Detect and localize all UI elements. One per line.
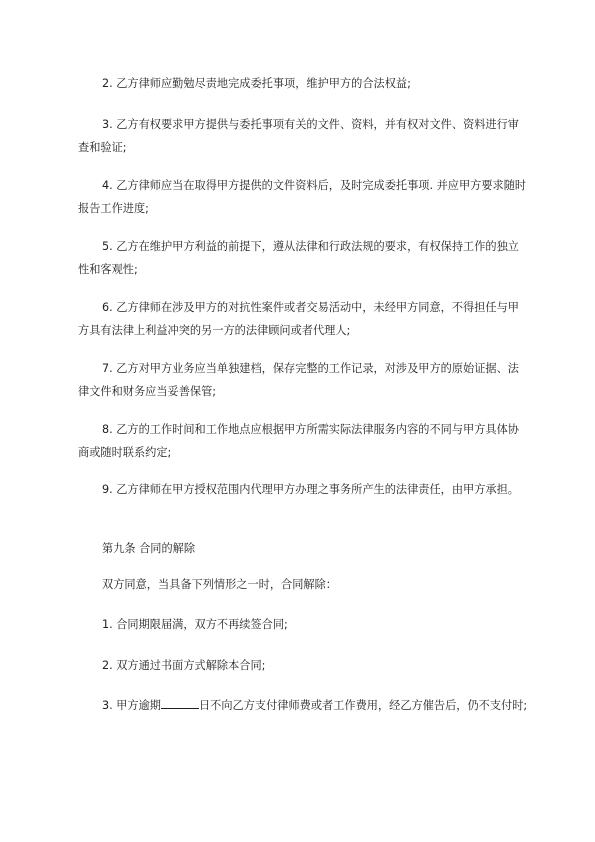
termination-item-1: 1. 合同期限届满，双方不再续签合同; xyxy=(102,618,288,631)
clause-item-8: 8. 乙方的工作时间和工作地点应根据甲方所需实际法律服务内容的不同与甲方具体协商或随时联系约定; xyxy=(78,423,519,459)
clause-item-2: 2. 乙方律师应勤勉尽责地完成委托事项，维护甲方的合法权益; xyxy=(102,77,411,90)
clause-item-5: 5. 乙方在维护甲方利益的前提下，遵从法律和行政法规的要求，有权保持工作的独立性和客观性; xyxy=(78,240,519,276)
clause-item-9: 9. 乙方律师在甲方授权范围内代理甲方办理之事务所产生的法律责任，由甲方承担。 xyxy=(102,483,519,496)
clause-item-7: 7. 乙方对甲方业务应当单独建档，保存完整的工作记录，对涉及甲方的原始证据、法律文件和财务应当妥善保管; xyxy=(78,362,519,398)
termination-item-2: 2. 双方通过书面方式解除本合同; xyxy=(102,659,266,672)
termination-item-3-prefix: 3. 甲方逾期 xyxy=(102,699,161,712)
termination-intro: 双方同意，当具备下列情形之一时，合同解除： xyxy=(102,578,337,591)
section-heading: 第九条 合同的解除 xyxy=(102,542,196,555)
clause-item-4: 4. 乙方律师应当在取得甲方提供的文件资料后，及时完成委托事项. 并应甲方要求随时报告工作进度; xyxy=(78,179,527,215)
clause-item-6: 6. 乙方律师在涉及甲方的对抗性案件或者交易活动中，未经甲方同意，不得担任与甲方具有法律上利益冲突的另一方的法律顾问或者代理人; xyxy=(78,301,519,337)
termination-item-3 xyxy=(78,694,528,717)
fill-in-blank xyxy=(161,696,199,709)
termination-item-3-suffix: 日不向乙方支付律师费或者工作费用，经乙方催告后，仍不支付时; xyxy=(198,699,528,712)
clause-item-3: 3. 乙方有权要求甲方提供与委托事项有关的文件、资料，并有权对文件、资料进行审查和验证; xyxy=(78,118,519,154)
